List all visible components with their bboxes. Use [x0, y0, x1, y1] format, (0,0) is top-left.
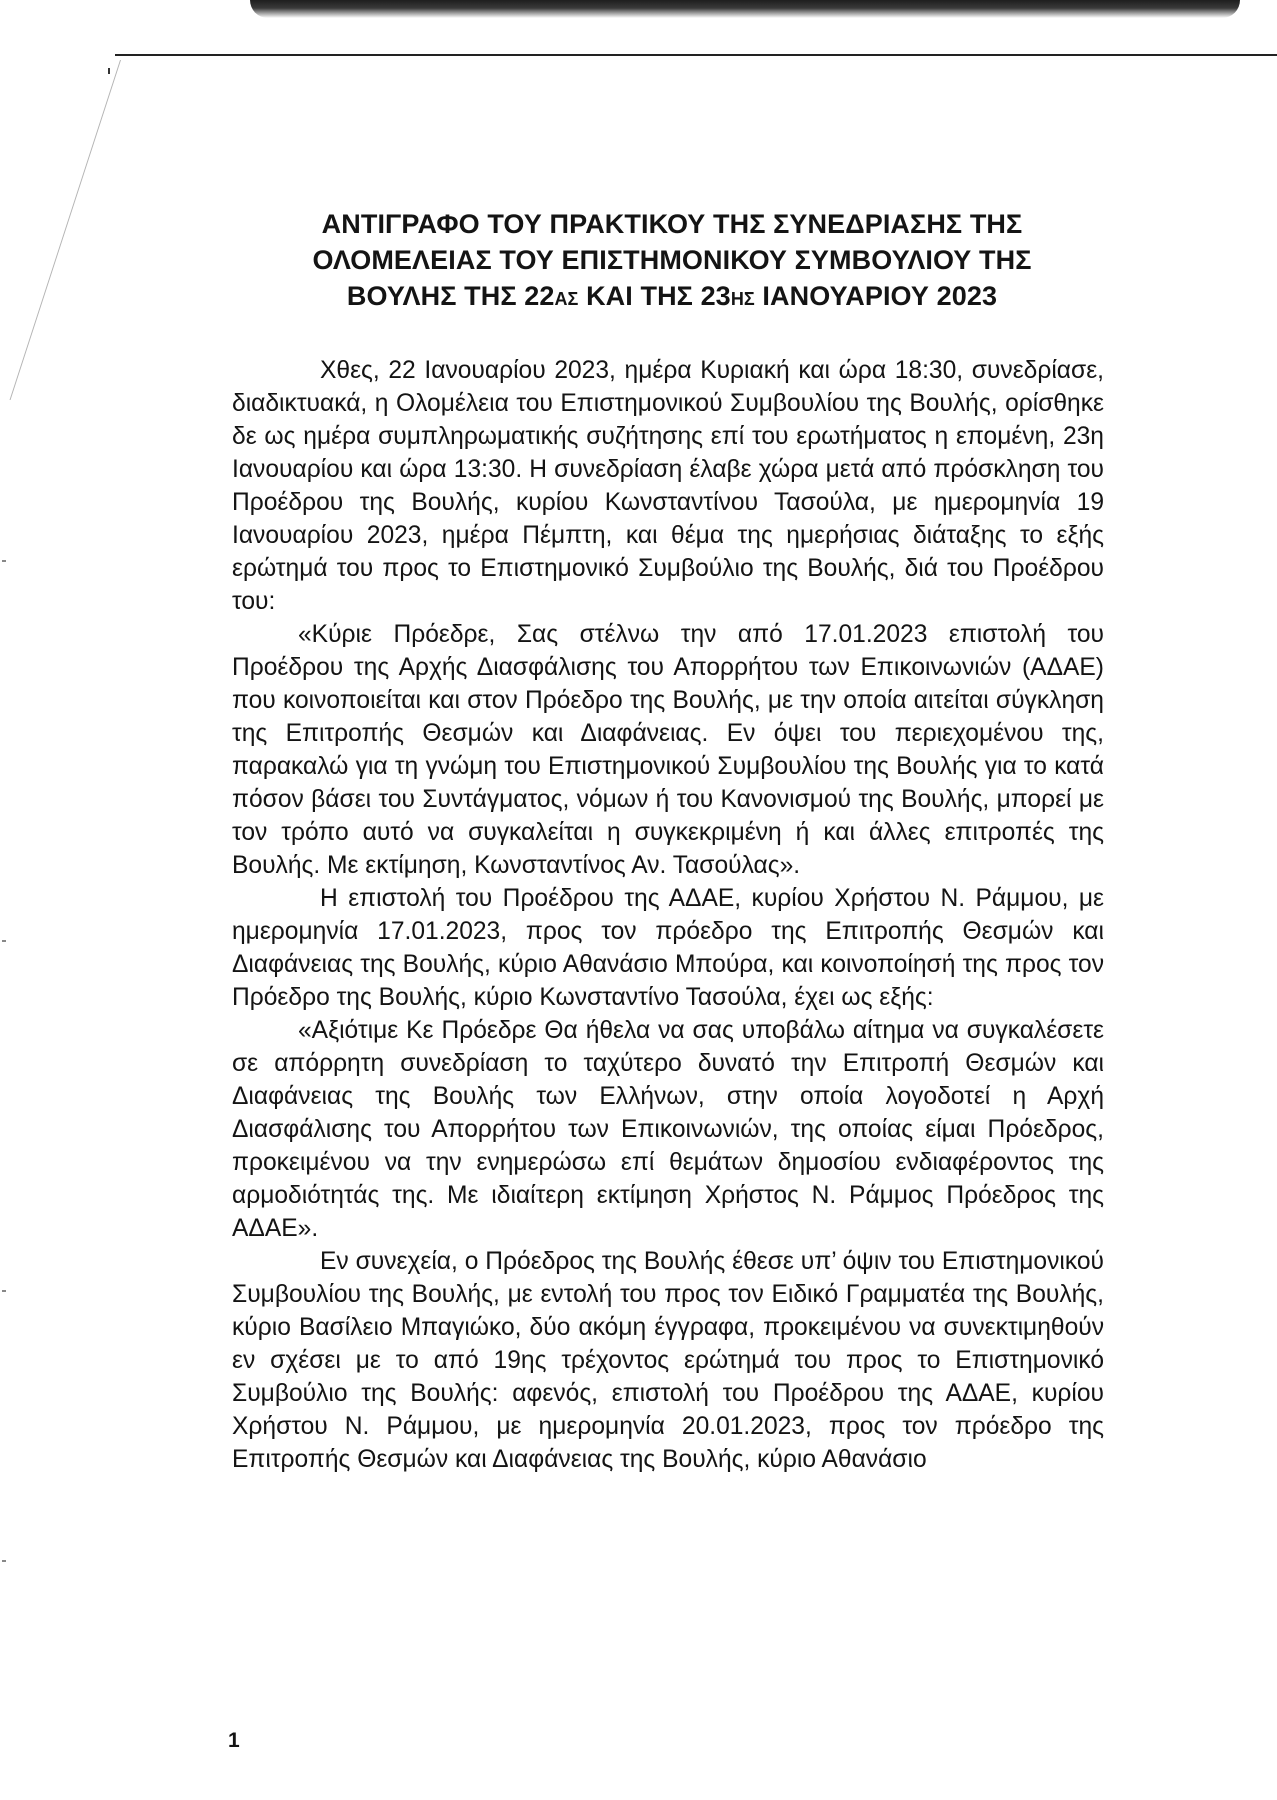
title-ordinal-suffix: ΑΣ — [554, 289, 579, 309]
paragraph-quote: «Κύριε Πρόεδρε, Σας στέλνω την από 17.01.2023 επιστολή του Προέδρου της Αρχής Διασφάλισης του Απορρήτου των Επικοινωνιών (ΑΔΑΕ) που κοινοποιείται και στον Πρόεδρο της Βουλής, με την οποία αιτείται σύγκληση της Επιτροπής Θεσμών και Διαφάνειας. Εν όψει του περιεχομένου της, παρακαλώ για τη γνώμη του Επιστημονικού Συμβουλίου της Βουλής για το κατά πόσον βάσει του Συντάγματος, νόμων ή του Κανονισμού της Βουλής, μπορεί με τον τρόπο αυτό να συγκαλείται η συγκεκριμένη ή και άλλες επιτροπές της Βουλής. Με εκτίμηση, Κωνσταντίνος Αν. Τασούλας». — [232, 621, 1104, 879]
title-text: ΒΟΥΛΗΣ ΤΗΣ 22 — [346, 281, 555, 311]
title-ordinal-suffix: ΗΣ — [730, 289, 755, 309]
paragraph: Η επιστολή του Προέδρου της ΑΔΑΕ, κυρίου Χρήστου Ν. Ράμμου, με ημερομηνία 17.01.2023, προς τον πρόεδρο της Επιτροπής Θεσμών και Διαφάνειας της Βουλής, κύριο Αθανάσιο Μπούρα, και κοινοποίησή της προς τον Πρόεδρο της Βουλής, κύριο Κωνσταντίνο Τασούλα, έχει ως εξής: — [232, 885, 1104, 1011]
paragraph: Εν συνεχεία, ο Πρόεδρος της Βουλής έθεσε υπ’ όψιν του Επιστημονικού Συμβουλίου της Βουλής, με εντολή του προς τον Ειδικό Γραμματέα της Βουλής, κύριο Βασίλειο Μπαγιώκο, δύο ακόμη έγγραφα, προκειμένου να συνεκτιμηθούν εν σχέσει με το από 19ης τρέχοντος ερώτημά του προς το Επιστημονικό Συμβούλιο της Βουλής: αφενός, επιστολή του Προέδρου της ΑΔΑΕ, κυρίου Χρήστου Ν. Ράμμου, με ημερομηνία 20.01.2023, προς τον πρόεδρο της Επιτροπής Θεσμών και Διαφάνειας της Βουλής, κύριο Αθανάσιο — [232, 1248, 1104, 1473]
scan-tick — [2, 560, 6, 562]
document-body — [232, 354, 1104, 1476]
scan-page-edge — [0, 60, 121, 400]
title-line: ΑΝΤΙΓΡΑΦΟ ΤΟΥ ΠΡΑΚΤΙΚΟΥ ΤΗΣ ΣΥΝΕΔΡΙΑΣΗΣ ΤΗΣ — [321, 209, 1023, 239]
page-number: 1 — [228, 1729, 240, 1752]
title-line — [262, 278, 1082, 317]
paragraph-quote: «Αξιότιμε Κε Πρόεδρε Θα ήθελα να σας υποβάλω αίτημα να συγκαλέσετε σε απόρρητη συνεδρίαση το ταχύτερο δυνατό την Επιτροπή Θεσμών και Διαφάνειας της Βουλής των Ελλήνων, στην οποία λογοδοτεί η Αρχή Διασφάλισης του Απορρήτου των Επικοινωνιών, της οποίας είμαι Πρόεδρος, προκειμένου να την ενημερώσω επί θεμάτων δημοσίου ενδιαφέροντος της αρμοδιότητάς της. Με ιδιαίτερη εκτίμηση Χρήστος Ν. Ράμμος Πρόεδρος της ΑΔΑΕ». — [232, 1017, 1104, 1242]
scan-top-rule — [115, 54, 1277, 56]
scan-mark — [108, 68, 110, 74]
scan-tick — [2, 1290, 6, 1292]
paragraph: Χθες, 22 Ιανουαρίου 2023, ημέρα Κυριακή και ώρα 18:30, συνεδρίασε, διαδικτυακά, η Ολομέλεια του Επιστημονικού Συμβουλίου της Βουλής, ορίσθηκε δε ως ημέρα συμπληρωματικής συζήτησης επί του ερωτήματος η επομένη, 23η Ιανουαρίου και ώρα 13:30. Η συνεδρίαση έλαβε χώρα μετά από πρόσκληση του Προέδρου της Βουλής, κυρίου Κωνσταντίνου Τασούλα, με ημερομηνία 19 Ιανουαρίου 2023, ημέρα Πέμπτη, και θέμα της ημερήσιας διάταξης το εξής ερώτημά του προς το Επιστημονικό Συμβούλιο της Βουλής, διά του Προέδρου του: — [232, 357, 1104, 615]
scan-tick — [2, 1560, 6, 1562]
scan-shadow — [250, 0, 1240, 18]
document-title — [262, 206, 1082, 317]
title-line: ΟΛΟΜΕΛΕΙΑΣ ΤΟΥ ΕΠΙΣΤΗΜΟΝΙΚΟΥ ΣΥΜΒΟΥΛΙΟΥ ΤΗΣ — [312, 245, 1032, 275]
title-text: ΚΑΙ ΤΗΣ 23 — [578, 281, 731, 311]
scan-tick — [2, 940, 6, 942]
title-text: ΙΑΝΟΥΑΡΙΟΥ 2023 — [754, 281, 998, 311]
